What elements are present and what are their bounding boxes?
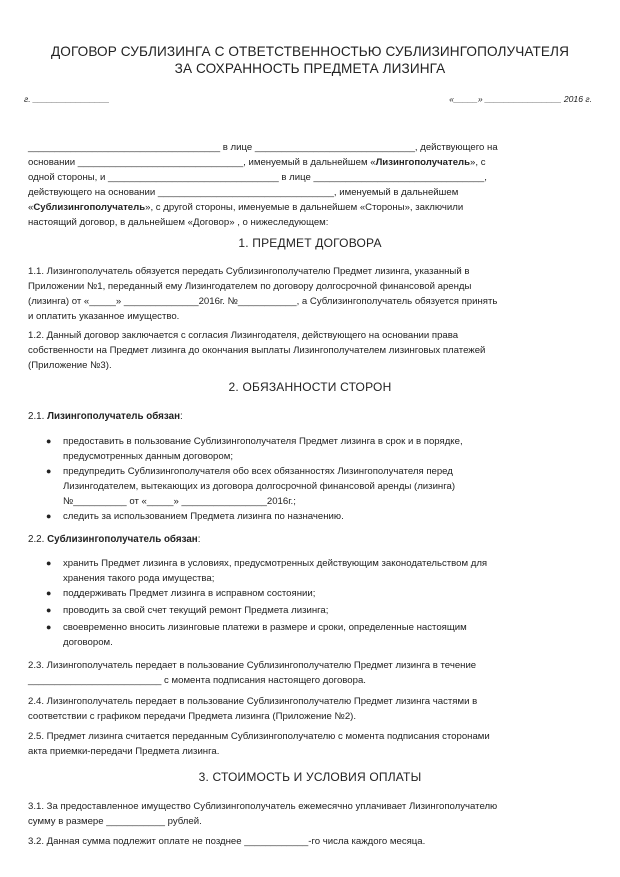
clause-2-5	[28, 729, 594, 759]
preamble-line	[28, 200, 594, 215]
preamble-text: », с другой стороны, именуемые в дальнейшем «Стороны», заключили	[145, 202, 464, 213]
preamble-line: ____________________________________ в лице ______________________________, действующего на	[28, 142, 498, 153]
list-item	[46, 509, 582, 524]
clause-line: 2.3. Лизингополучатель передает в пользование Сублизингополучателю Предмет лизинга в течение	[28, 660, 477, 671]
section-1-heading: 1. ПРЕДМЕТ ДОГОВОРА	[238, 236, 382, 250]
clause-number: 2.2.	[28, 534, 45, 545]
bullet-icon: ●	[46, 511, 52, 521]
clause-line: 1.1. Лизингополучатель обязуется передать Сублизингополучателю Предмет лизинга, указанный в	[28, 266, 470, 277]
section-2-heading: 2. ОБЯЗАННОСТИ СТОРОН	[228, 380, 392, 394]
bullet-icon: ●	[46, 466, 52, 476]
clause-1-1	[28, 264, 594, 324]
clause-line: (лизинга) от «_____» ______________2016г. №___________, а Сублизингополучатель обязуется принять	[28, 296, 498, 307]
list-item	[46, 620, 582, 650]
list-item-text: №__________ от «_____» ________________2016г.;	[63, 496, 296, 507]
preamble-text: », с	[470, 157, 486, 168]
clause-2-1-heading	[28, 411, 183, 422]
clause-colon: :	[180, 411, 183, 422]
section-3-heading: 3. СТОИМОСТЬ И УСЛОВИЯ ОПЛАТЫ	[198, 770, 422, 784]
preamble-line: одной стороны, и ________________________________ в лице ________________________________,	[28, 172, 487, 183]
preamble-text: «	[28, 202, 34, 213]
bullet-icon: ●	[46, 605, 52, 615]
list-item-text: предупредить Сублизингополучателя обо всех обязанностях Лизингополучателя перед	[63, 466, 453, 477]
clause-line: 3.1. За предоставленное имущество Сублизингополучатель ежемесячно уплачивает Лизингополучателю	[28, 801, 498, 812]
clause-label: Лизингополучатель обязан	[47, 411, 181, 422]
list-item	[46, 434, 582, 464]
clause-line: сумму в размере ___________ рублей.	[28, 816, 202, 827]
preamble-line	[28, 155, 594, 170]
list-item-text: Лизингодателем, вытекающих из договора долгосрочной финансовой аренды (лизинга)	[63, 481, 456, 492]
bullet-icon: ●	[46, 558, 52, 568]
list-item	[46, 603, 582, 618]
preamble-text: основании _______________________________, именуемый в дальнейшем «	[28, 157, 376, 168]
clause-line: (Приложение №3).	[28, 360, 112, 371]
city-field: г. ________________	[24, 94, 110, 104]
preamble-line: настоящий договор, в дальнейшем «Договор» , о нижеследующем:	[28, 217, 329, 228]
list-item-text: договором.	[63, 637, 113, 648]
clause-number: 2.1.	[28, 411, 45, 422]
bullet-icon: ●	[46, 436, 52, 446]
clause-line: 2.5. Предмет лизинга считается переданным Сублизингополучателю с момента подписания сторонами	[28, 731, 490, 742]
clause-label: Сублизингополучатель обязан	[47, 534, 198, 545]
clause-colon: :	[197, 534, 201, 545]
bullet-icon: ●	[46, 622, 52, 632]
party-sublessee: Сублизингополучатель	[33, 202, 146, 213]
preamble-line: действующего на основании _________________________________, именуемый в дальнейшем	[28, 187, 459, 198]
clause-2-4	[28, 694, 594, 724]
clause-2-3	[28, 658, 594, 688]
clause-line: 1.2. Данный договор заключается с согласия Лизингодателя, действующего на основании права	[28, 330, 459, 341]
clause-3-2	[28, 834, 594, 849]
document-title-line-2: ЗА СОХРАННОСТЬ ПРЕДМЕТА ЛИЗИНГА	[174, 61, 446, 76]
clause-line: 3.2. Данная сумма подлежит оплате не позднее ____________-го числа каждого месяца.	[28, 836, 426, 847]
document-title-line-1: ДОГОВОР СУБЛИЗИНГА С ОТВЕТСТВЕННОСТЬЮ СУБЛИЗИНГОПОЛУЧАТЕЛЯ	[50, 44, 569, 59]
clause-line: собственности на Предмет лизинга до окончания выплаты Лизингополучателем лизинговых платежей	[28, 345, 486, 356]
list-item	[46, 556, 582, 586]
list-item	[46, 586, 582, 601]
clause-2-2-heading	[28, 534, 200, 545]
clause-line: Приложении №1, переданный ему Лизингодателем по договору долгосрочной финансовой аренды	[28, 281, 472, 292]
clause-line: и оплатить указанное имущество.	[28, 311, 180, 322]
list-item-text: своевременно вносить лизинговые платежи в размере и сроки, определенные настоящим	[63, 622, 467, 633]
clause-line: акта приемки-передачи Предмета лизинга.	[28, 746, 220, 757]
clause-3-1	[28, 799, 594, 829]
clause-line: 2.4. Лизингополучатель передает в пользование Сублизингополучателю Предмет лизинга частями в	[28, 696, 478, 707]
list-item-text: поддерживать Предмет лизинга в исправном состоянии;	[63, 588, 316, 599]
clause-line: _________________________ с момента подписания настоящего договора.	[28, 675, 366, 686]
bullet-icon: ●	[46, 588, 52, 598]
list-item-text: предоставить в пользование Сублизингополучателя Предмет лизинга в срок и в порядке,	[63, 436, 463, 447]
party-lessee: Лизингополучатель	[375, 157, 471, 168]
list-item	[46, 464, 582, 509]
list-item-text: предусмотренных данным договором;	[63, 451, 233, 462]
list-item-text: хранить Предмет лизинга в условиях, предусмотренных действующим законодательством для	[63, 558, 488, 569]
list-item-text: хранения такого рода имущества;	[63, 573, 215, 584]
clause-line: соответствии с графиком передачи Предмета лизинга (Приложение №2).	[28, 711, 357, 722]
list-item-text: следить за использованием Предмета лизинга по назначению.	[63, 511, 344, 522]
clause-1-2	[28, 328, 594, 373]
preamble	[28, 140, 594, 230]
list-item-text: проводить за свой счет текущий ремонт Предмета лизинга;	[63, 605, 329, 616]
date-field: «_____» ________________ 2016 г.	[449, 94, 592, 104]
